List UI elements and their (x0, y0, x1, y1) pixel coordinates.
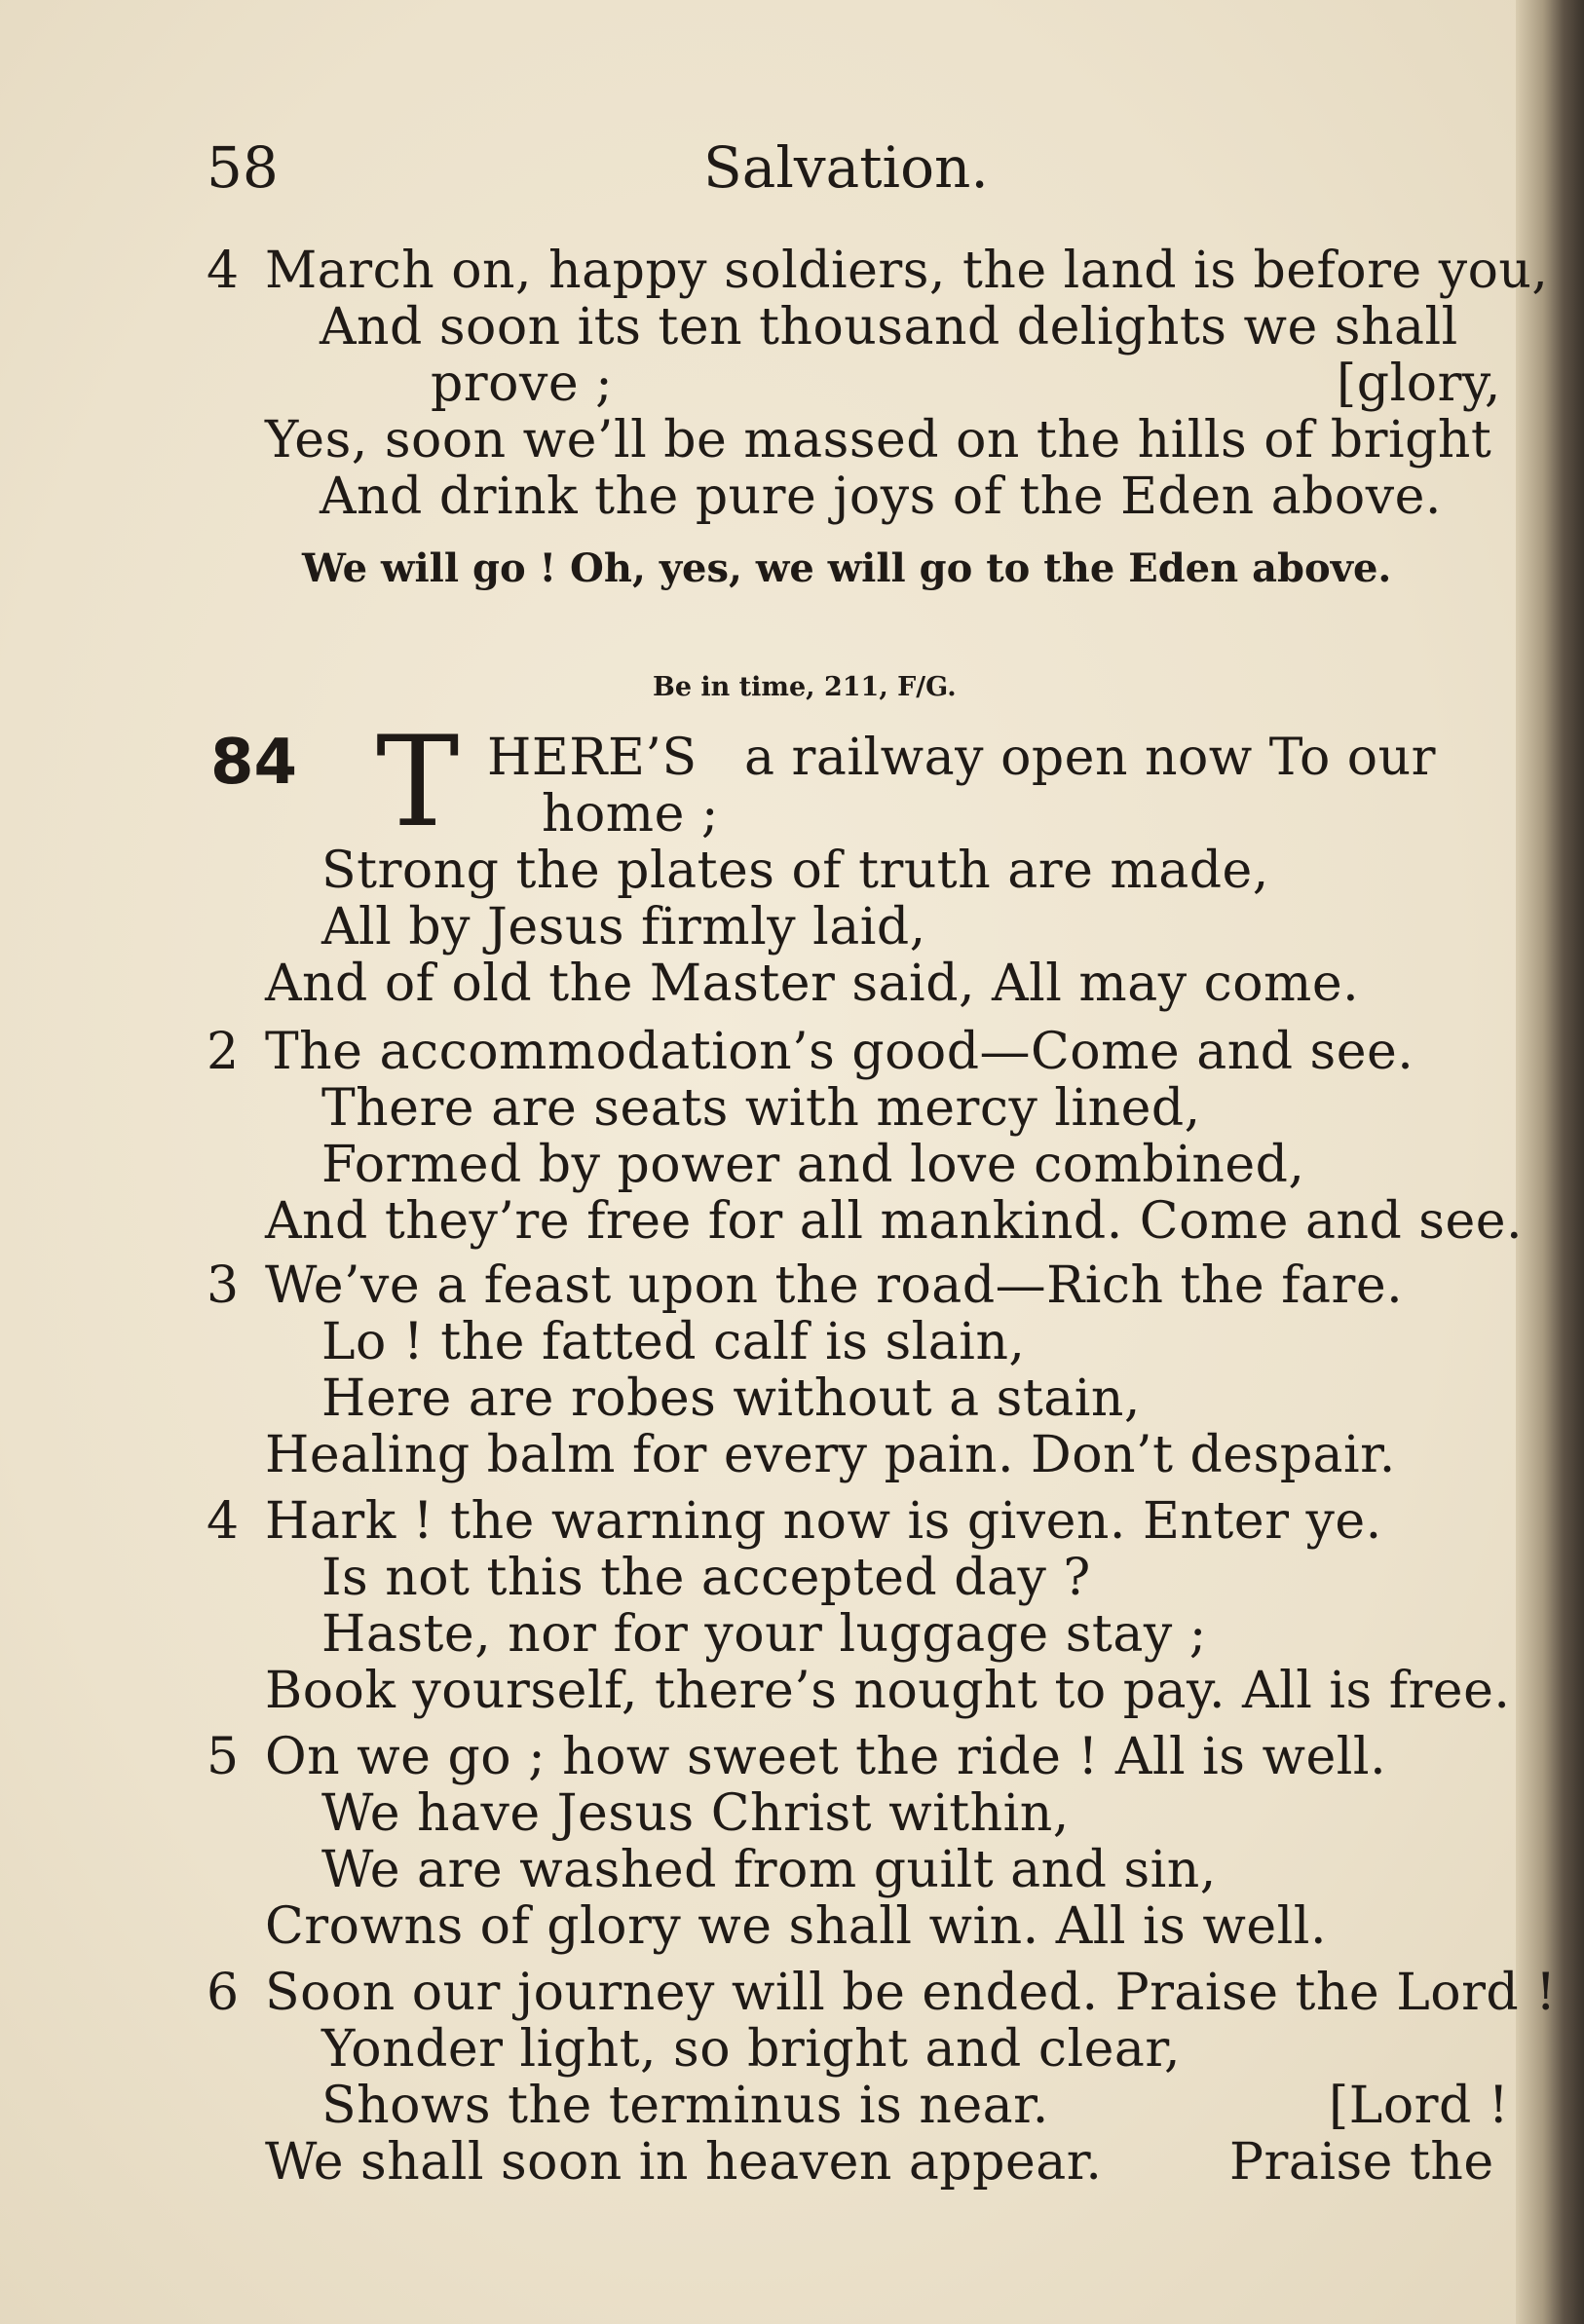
verse-line: The accommodation’s good—Come and see. (265, 1023, 1414, 1081)
verse-line: Lo ! the fatted calf is slain, (321, 1313, 1026, 1371)
verse-line: There are seats with mercy lined, (321, 1079, 1201, 1138)
page-title: Salvation. (703, 134, 989, 201)
verse-line: Soon our journey will be ended. Praise the Lord ! (265, 1964, 1557, 2022)
verse-line: Here are robes without a stain, (321, 1369, 1141, 1428)
verse-line: Healing balm for every pain. Don’t despair. (265, 1426, 1396, 1484)
verse-line: prove ; (431, 355, 614, 413)
page-number: 58 (207, 134, 279, 201)
verse-line-overflow: [Lord ! (1329, 2077, 1510, 2135)
verse-line: On we go ; how sweet the ride ! All is well. (265, 1728, 1387, 1786)
verse-number: 6 (207, 1964, 240, 2022)
verse-line: Hark ! the warning now is given. Enter ye. (265, 1492, 1382, 1551)
verse-number: 4 (207, 242, 240, 300)
chorus-line: We will go ! Oh, yes, we will go to the Eden above. (302, 545, 1392, 591)
verse-line: Book yourself, there’s nought to pay. All is free. (265, 1662, 1511, 1720)
verse-line: And of old the Master said, All may come. (265, 955, 1360, 1013)
verse-line: And soon its ten thousand delights we shall (320, 298, 1458, 356)
verse-line: HERE’S (487, 729, 698, 787)
verse-line: Strong the plates of truth are made, (321, 842, 1269, 900)
verse-line: We are washed from guilt and sin, (321, 1841, 1217, 1899)
verse-line: home ; (542, 785, 719, 843)
verse-line: Is not this the accepted day ? (321, 1549, 1091, 1607)
verse-line: Shows the terminus is near. (321, 2077, 1049, 2135)
verse-number: 5 (207, 1728, 240, 1786)
verse-line: And they’re free for all mankind. Come and see. (265, 1192, 1524, 1251)
verse-line: Yonder light, so bright and clear, (321, 2020, 1182, 2079)
verse-line: Yes, soon we’ll be massed on the hills of bright (265, 411, 1492, 469)
verse-line: March on, happy soldiers, the land is before you, (265, 242, 1549, 300)
verse-line: Formed by power and love combined, (321, 1136, 1305, 1194)
verse-line: a railway open now To our (744, 729, 1436, 787)
verse-line: We shall soon in heaven appear. (265, 2133, 1103, 2192)
verse-line: All by Jesus firmly laid, (321, 898, 926, 956)
verse-line-overflow: Praise the (1229, 2133, 1494, 2192)
tune-reference: Be in time, 211, F/G. (653, 672, 957, 702)
verse-number: 2 (207, 1023, 240, 1081)
verse-number: 4 (207, 1492, 240, 1551)
verse-line: Haste, nor for your luggage stay ; (321, 1605, 1207, 1664)
verse-line: Crowns of glory we shall win. All is well. (265, 1897, 1327, 1956)
hymn-number: 84 (210, 727, 298, 799)
verse-line-overflow: [glory, (1337, 355, 1501, 413)
verse-line: We’ve a feast upon the road—Rich the fare. (265, 1256, 1404, 1315)
verse-line: We have Jesus Christ within, (321, 1784, 1070, 1843)
verse-line: And drink the pure joys of the Eden above. (320, 468, 1442, 526)
drop-cap: T (376, 710, 460, 855)
verse-number: 3 (207, 1256, 240, 1315)
